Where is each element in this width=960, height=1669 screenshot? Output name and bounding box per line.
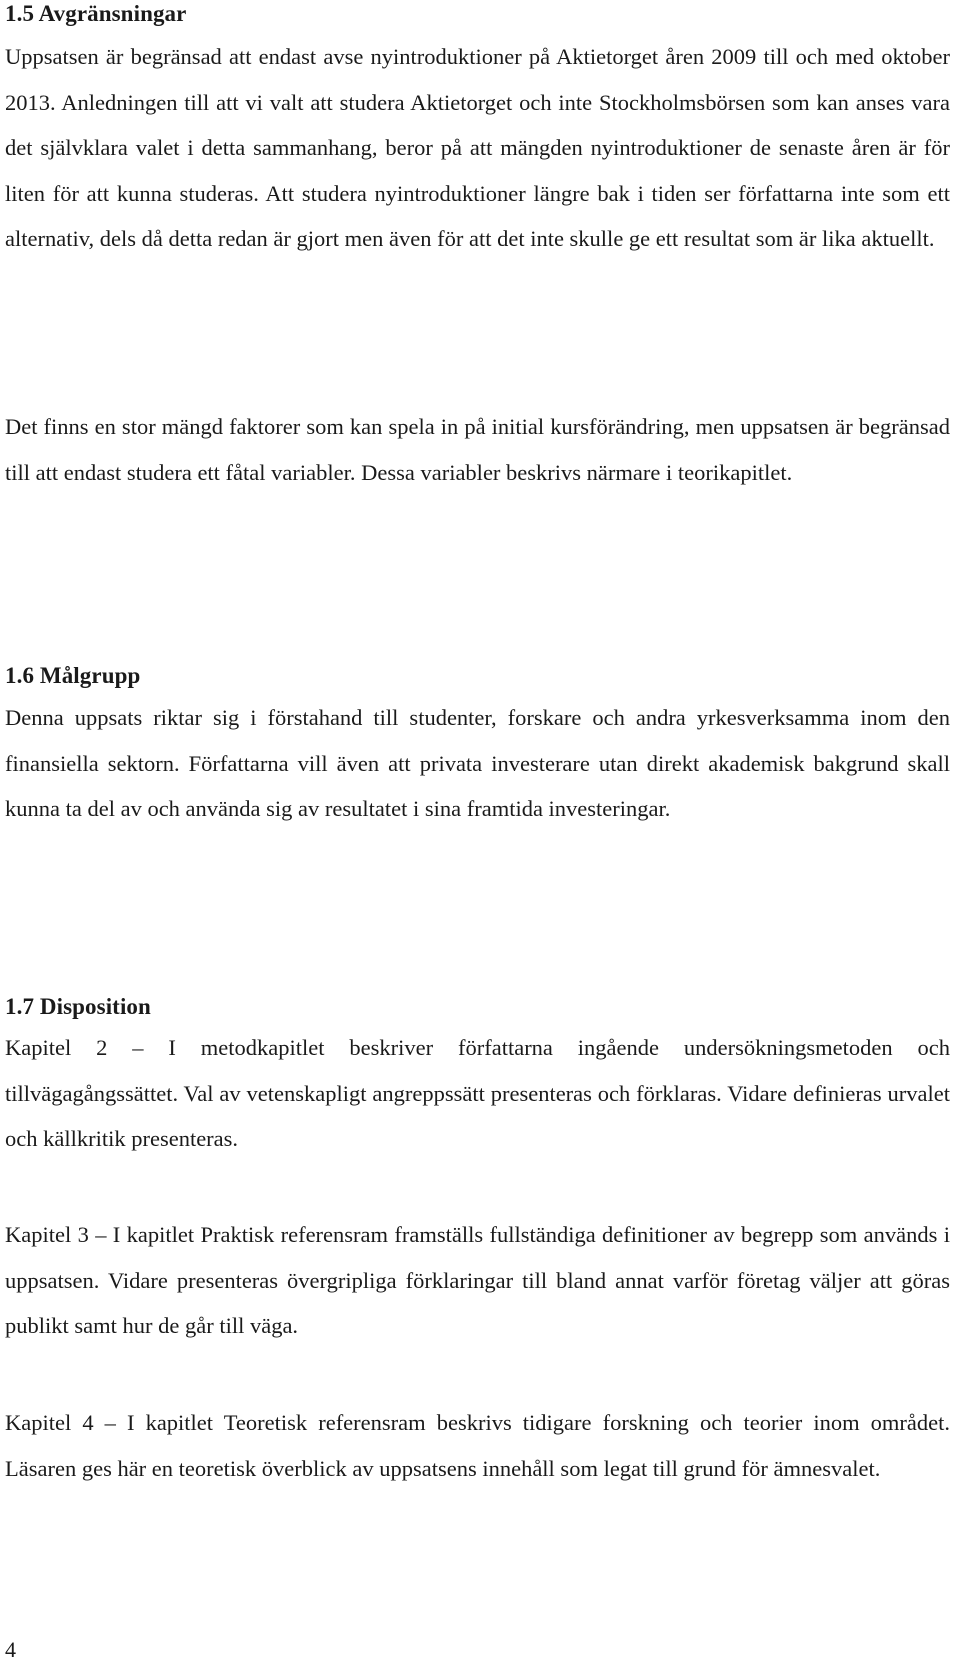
section-heading-malgrupp: 1.6 Målgrupp: [5, 663, 141, 688]
paragraph-avgransningar-variables: Det finns en stor mängd faktorer som kan spela in på initial kursförändring, men uppsatsen är begränsad till att endast studera ett fåtal variabler. Dessa variabler beskrivs närmare i teorikapitlet.: [5, 414, 950, 485]
paragraph-disposition-kapitel-2: Kapitel 2 – I metodkapitlet beskriver författarna ingående undersökningsmetoden och tillvägagångssättet. Val av vetenskapligt angreppssätt presenteras och förklaras. Vidare definieras urvalet och källkritik presenteras.: [5, 1035, 950, 1151]
paragraph-avgransningar-scope: Uppsatsen är begränsad att endast avse nyintroduktioner på Aktietorget åren 2009 till och med oktober 2013. Anledningen till att vi valt att studera Aktietorget och inte Stockholmsbörsen som kan anses vara det självklara valet i detta sammanhang, beror på att mängden nyintroduktioner de senaste åren är för liten för att kunna studeras. Att studera nyintroduktioner längre bak i tiden ser författarna inte som ett alternativ, dels då detta redan är gjort men även för att det inte skulle ge ett resultat som är lika aktuellt.: [5, 44, 950, 251]
section-heading-avgransningar: 1.5 Avgränsningar: [5, 1, 187, 26]
page-number: 4: [5, 1637, 16, 1662]
section-heading-disposition: 1.7 Disposition: [5, 994, 151, 1019]
paragraph-disposition-kapitel-3: Kapitel 3 – I kapitlet Praktisk referensram framställs fullständiga definitioner av begrepp som används i uppsatsen. Vidare presenteras övergripliga förklaringar till bland annat varför företag väljer att göras publikt samt hur de går till väga.: [5, 1222, 950, 1338]
paragraph-disposition-kapitel-4: Kapitel 4 – I kapitlet Teoretisk referensram beskrivs tidigare forskning och teorier inom området. Läsaren ges här en teoretisk överblick av uppsatsens innehåll som legat till grund för ämnesvalet.: [5, 1410, 950, 1481]
paragraph-malgrupp: Denna uppsats riktar sig i förstahand till studenter, forskare och andra yrkesverksamma inom den finansiella sektorn. Författarna vill även att privata investerare utan direkt akademisk bakgrund skall kunna ta del av och använda sig av resultatet i sina framtida investeringar.: [5, 705, 950, 821]
